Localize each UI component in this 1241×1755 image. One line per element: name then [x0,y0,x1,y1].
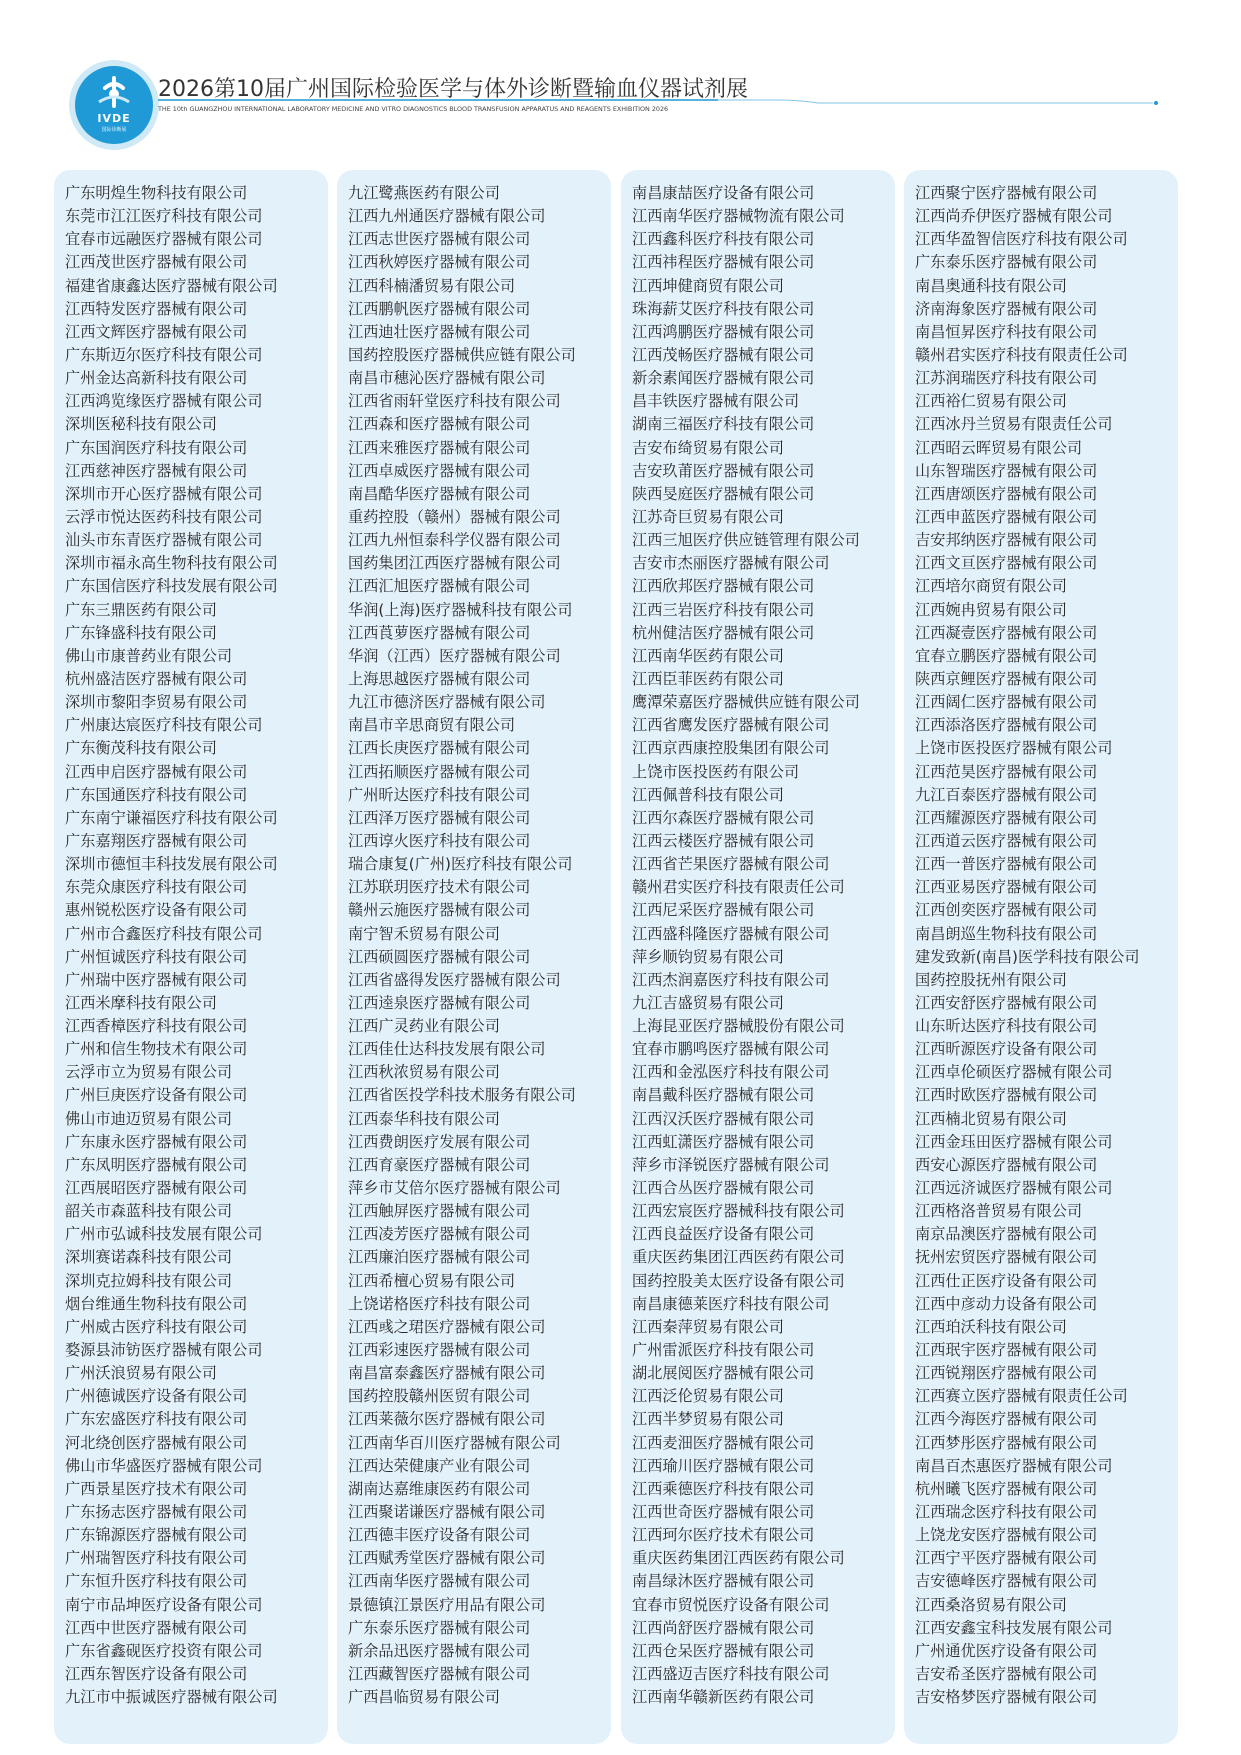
exhibitor-name: 江西中世医疗器械有限公司 [65,1618,248,1637]
exhibitor-name: 吉安布绮贸易有限公司 [632,438,784,457]
exhibitor-name: 江西慈神医疗器械有限公司 [65,461,248,480]
exhibitor-name: 江西希檀心贸易有限公司 [348,1271,516,1290]
exhibitor-name: 南昌戴科医疗器械有限公司 [632,1086,815,1105]
exhibitor-name: 吉安邦纳医疗器械有限公司 [915,531,1098,550]
exhibitor-name: 江西南华赣新医药有限公司 [632,1688,815,1707]
exhibitor-name: 江西良益医疗设备有限公司 [632,1225,815,1244]
exhibitor-name: 南昌市穗沁医疗器械有限公司 [348,369,546,388]
exhibitor-list [65,182,278,1709]
exhibitor-name: 九江市德济医疗器械有限公司 [348,693,546,712]
exhibitor-name: 江西德丰医疗设备有限公司 [348,1526,531,1545]
exhibitor-name: 江西省鹰发医疗器械有限公司 [632,716,830,735]
exhibitor-name: 江西茂世医疗器械有限公司 [65,253,248,272]
exhibitor-name: 广东康永医疗器械有限公司 [65,1132,248,1151]
exhibitor-name: 九江吉盛贸易有限公司 [632,993,784,1012]
exhibitor-name: 南昌富泰鑫医疗器械有限公司 [348,1364,546,1383]
exhibitor-name: 江苏奇巨贸易有限公司 [632,507,784,526]
exhibitor-name: 赣州君实医疗科技有限责任公司 [915,345,1128,364]
exhibitor-name: 广东恒升医疗科技有限公司 [65,1572,248,1591]
exhibitor-name: 上海思越医疗器械有限公司 [348,669,531,688]
exhibitor-name: 国药控股赣州医贸有限公司 [348,1387,531,1406]
exhibitor-name: 江西瑜川医疗器械有限公司 [632,1456,815,1475]
exhibitor-name: 江西省雨轩堂医疗科技有限公司 [348,392,561,411]
exhibitor-name: 江西尚乔伊医疗器械有限公司 [915,207,1113,226]
exhibitor-name: 湖南三福医疗科技有限公司 [632,415,815,434]
exhibitor-name: 江西九州恒泰科学仪器有限公司 [348,531,561,550]
exhibitor-name: 江西阔仁医疗器械有限公司 [915,693,1098,712]
exhibitor-name: 新余素闻医疗器械有限公司 [632,369,815,388]
exhibitor-name: 广州沃浪贸易有限公司 [65,1364,217,1383]
exhibitor-name: 江西虹潇医疗器械有限公司 [632,1132,815,1151]
exhibitor-name: 江西广灵药业有限公司 [348,1017,500,1036]
exhibitor-name: 江西瑞念医疗科技有限公司 [915,1503,1098,1522]
exhibitor-name: 南昌朗巡生物科技有限公司 [915,924,1098,943]
exhibitor-name: 陕西京鲤医疗器械有限公司 [915,669,1098,688]
exhibitor-name: 西安心源医疗器械有限公司 [915,1155,1098,1174]
exhibitor-name: 广州瑞中医疗器械有限公司 [65,970,248,989]
exhibitor-name: 烟台维通生物科技有限公司 [65,1294,248,1313]
exhibitor-name: 湖南达嘉维康医药有限公司 [348,1479,531,1498]
exhibitor-name: 江苏联玥医疗技术有限公司 [348,878,531,897]
exhibitor-name: 山东智瑞医疗器械有限公司 [915,461,1098,480]
exhibitor-name: 广东国通医疗科技有限公司 [65,785,248,804]
exhibitor-name: 江西今海医疗器械有限公司 [915,1410,1098,1429]
exhibitor-column-4 [904,170,1178,1744]
exhibitor-name: 吉安格梦医疗器械有限公司 [915,1688,1098,1707]
exhibitor-name: 江西硕圆医疗器械有限公司 [348,947,531,966]
exhibitor-name: 江西志世医疗器械有限公司 [348,230,531,249]
exhibitor-name: 吉安市杰丽医疗器械有限公司 [632,554,830,573]
exhibitor-name: 江西文辉医疗器械有限公司 [65,322,248,341]
exhibitor-name: 江西华盈智信医疗科技有限公司 [915,230,1128,249]
exhibitor-name: 江西鑫科医疗科技有限公司 [632,230,815,249]
exhibitor-name: 江西京西康控股集团有限公司 [632,739,830,758]
exhibitor-name: 江西世奇医疗器械有限公司 [632,1503,815,1522]
exhibitor-name: 上海昆亚医疗器械股份有限公司 [632,1017,845,1036]
exhibitor-name: 江西祎程医疗器械有限公司 [632,253,815,272]
exhibitor-name: 抚州宏贸医疗器械有限公司 [915,1248,1098,1267]
exhibitor-name: 国药控股美太医疗设备有限公司 [632,1271,845,1290]
exhibitor-name: 广东宏盛医疗科技有限公司 [65,1410,248,1429]
exhibitor-name: 江西文亘医疗器械有限公司 [915,554,1098,573]
exhibitor-name: 吉安德峰医疗器械有限公司 [915,1572,1098,1591]
exhibitor-name: 广东国信医疗科技发展有限公司 [65,577,278,596]
exhibitor-name: 江西云楼医疗器械有限公司 [632,831,815,850]
exhibitor-name: 建发致新(南昌)医学科技有限公司 [915,947,1140,966]
exhibitor-name: 江西拓顺医疗器械有限公司 [348,762,531,781]
exhibitor-name: 江西格洛普贸易有限公司 [915,1202,1083,1221]
exhibitor-name: 江西南华医疗器械有限公司 [348,1572,531,1591]
exhibitor-name: 江西三岩医疗科技有限公司 [632,600,815,619]
exhibitor-name: 江西添洛医疗器械有限公司 [915,716,1098,735]
exhibitor-name: 广东泰乐医疗器械有限公司 [348,1618,531,1637]
exhibitor-name: 东莞众康医疗科技有限公司 [65,878,248,897]
exhibitor-name: 广州威古医疗科技有限公司 [65,1317,248,1336]
exhibitor-name: 广东衡茂科技有限公司 [65,739,217,758]
exhibitor-name: 江西道云医疗器械有限公司 [915,831,1098,850]
exhibitor-name: 福建省康鑫达医疗器械有限公司 [65,276,278,295]
exhibitor-name: 济南海象医疗器械有限公司 [915,299,1098,318]
exhibitor-name: 上饶诺格医疗科技有限公司 [348,1294,531,1313]
exhibitor-name: 广东南宁谦福医疗科技有限公司 [65,808,278,827]
exhibitor-name: 云浮市悦达医药科技有限公司 [65,507,263,526]
exhibitor-name: 宜春立鹏医疗器械有限公司 [915,646,1098,665]
exhibitor-name: 韶关市森蓝科技有限公司 [65,1202,233,1221]
exhibitor-name: 广东锦源医疗器械有限公司 [65,1526,248,1545]
exhibitor-name: 惠州锐松医疗设备有限公司 [65,901,248,920]
exhibitor-name: 南昌康喆医疗设备有限公司 [632,184,815,202]
exhibitor-name: 江西培尔商贸有限公司 [915,577,1067,596]
exhibitor-name: 江西香樟医疗科技有限公司 [65,1017,248,1036]
exhibitor-list [915,182,1139,1709]
exhibitor-name: 吉安希圣医疗器械有限公司 [915,1665,1098,1683]
exhibitor-name: 广州金达高新科技有限公司 [65,369,248,388]
exhibitor-name: 重庆医药集团江西医药有限公司 [632,1549,845,1568]
exhibitor-name: 江西一普医疗器械有限公司 [915,855,1098,874]
exhibitor-name: 昌丰铁医疗器械有限公司 [632,392,800,411]
exhibitor-name: 江西达荣健康产业有限公司 [348,1456,531,1475]
exhibitor-name: 江西茂畅医疗器械有限公司 [632,345,815,364]
exhibitor-name: 江苏润瑞医疗科技有限公司 [915,369,1098,388]
exhibitor-name: 江西科楠潘贸易有限公司 [348,276,516,295]
exhibitor-column-2 [337,170,611,1744]
exhibitor-name: 河北绕创医疗器械有限公司 [65,1433,248,1452]
exhibitor-name: 杭州盛洁医疗器械有限公司 [65,669,248,688]
exhibitor-name: 南昌恒昇医疗科技有限公司 [915,322,1098,341]
exhibitor-name: 广东嘉翔医疗器械有限公司 [65,831,248,850]
exhibitor-name: 广东明煌生物科技有限公司 [65,184,248,202]
exhibitor-name: 江西育豪医疗器械有限公司 [348,1155,531,1174]
exhibitor-name: 珠海薪艾医疗科技有限公司 [632,299,815,318]
exhibitor-name: 江西乘德医疗科技有限公司 [632,1479,815,1498]
exhibitor-name: 江西欣邦医疗器械有限公司 [632,577,815,596]
exhibitor-name: 广东斯迈尔医疗科技有限公司 [65,345,263,364]
exhibitor-name: 江西宁平医疗器械有限公司 [915,1549,1098,1568]
exhibitor-name: 江西聚诺谦医疗器械有限公司 [348,1503,546,1522]
exhibitor-name: 江西创奕医疗器械有限公司 [915,901,1098,920]
exhibitor-name: 江西长庚医疗器械有限公司 [348,739,531,758]
exhibitor-name: 南昌绿沐医疗器械有限公司 [632,1572,815,1591]
exhibitor-name: 广州昕达医疗科技有限公司 [348,785,531,804]
exhibitor-name: 广东三鼎医药有限公司 [65,600,217,619]
exhibitor-name: 萍乡顺钧贸易有限公司 [632,947,784,966]
exhibitor-name: 宜春市贸悦医疗设备有限公司 [632,1595,830,1614]
exhibitor-name: 广东锋盛科技有限公司 [65,623,217,642]
exhibitor-name: 江西汉沃医疗器械有限公司 [632,1109,815,1128]
exhibitor-name: 江西廉泊医疗器械有限公司 [348,1248,531,1267]
exhibitor-name: 江西莨萝医疗器械有限公司 [348,623,531,642]
page-subtitle: THE 10th GUANGZHOU INTERNATIONAL LABORATORY MEDICINE AND VITRO DIAGNOSTICS BLOOD TRANSFUSION APPARATUS AND REAGENTS EXHIBITION 2026 [158,105,669,113]
exhibitor-name: 国药控股抚州有限公司 [915,970,1067,989]
exhibitor-name: 江西楠北贸易有限公司 [915,1109,1067,1128]
exhibitor-name: 江西亚易医疗器械有限公司 [915,878,1098,897]
exhibitor-name: 江西彧之珺医疗器械有限公司 [348,1317,546,1336]
exhibitor-column-3 [621,170,895,1744]
exhibitor-name: 江西赋秀堂医疗器械有限公司 [348,1549,546,1568]
exhibitor-name: 深圳市福永高生物科技有限公司 [65,554,278,573]
exhibitor-name: 江西秋婷医疗器械有限公司 [348,253,531,272]
exhibitor-name: 广州恒诚医疗科技有限公司 [65,947,248,966]
exhibitor-name: 江西展昭医疗器械有限公司 [65,1179,248,1198]
exhibitor-name: 上饶市医投医疗器械有限公司 [915,739,1113,758]
exhibitor-name: 江西申启医疗器械有限公司 [65,762,248,781]
exhibitor-name: 江西桑洛贸易有限公司 [915,1595,1067,1614]
exhibitor-name: 广州雷派医疗科技有限公司 [632,1341,815,1360]
exhibitor-name: 萍乡市泽锐医疗器械有限公司 [632,1155,830,1174]
exhibitor-name: 佛山市康普药业有限公司 [65,646,233,665]
exhibitor-name: 江西谆火医疗科技有限公司 [348,831,531,850]
exhibitor-name: 南昌百杰惠医疗器械有限公司 [915,1456,1113,1475]
exhibitor-name: 广西昌临贸易有限公司 [348,1688,500,1707]
exhibitor-name: 江西臣菲医药有限公司 [632,669,784,688]
exhibitor-name: 江西省医投学科技术服务有限公司 [348,1086,576,1105]
exhibitor-name: 佛山市迪迈贸易有限公司 [65,1109,233,1128]
exhibitor-name: 江西聚宁医疗器械有限公司 [915,184,1098,202]
exhibitor-name: 九江鹭燕医药有限公司 [348,184,500,202]
exhibitor-name: 广州市弘诚科技发展有限公司 [65,1225,263,1244]
exhibitor-name: 江西南华医疗器械物流有限公司 [632,207,845,226]
exhibitor-name: 江西鹏帆医疗器械有限公司 [348,299,531,318]
exhibitor-name: 江西赛立医疗器械有限责任公司 [915,1387,1128,1406]
exhibitor-name: 吉安玖莆医疗器械有限公司 [632,461,815,480]
exhibitor-name: 广州巨庚医疗设备有限公司 [65,1086,248,1105]
exhibitor-name: 江西尚舒医疗器械有限公司 [632,1618,815,1637]
exhibitor-name: 江西珀沃科技有限公司 [915,1317,1067,1336]
exhibitor-name: 江西米摩科技有限公司 [65,993,217,1012]
exhibitor-name: 九江百泰医疗器械有限公司 [915,785,1098,804]
exhibitor-name: 广东扬志医疗器械有限公司 [65,1503,248,1522]
exhibitor-name: 国药集团江西医疗器械有限公司 [348,554,561,573]
exhibitor-name: 江西省盛得发医疗器械有限公司 [348,970,561,989]
exhibitor-name: 江西合丛医疗器械有限公司 [632,1179,815,1198]
exhibitor-name: 赣州云施医疗器械有限公司 [348,901,531,920]
exhibitor-name: 江西森和医疗器械有限公司 [348,415,531,434]
exhibitor-name: 九江市中振诚医疗器械有限公司 [65,1688,278,1707]
exhibitor-name: 江西佩普科技有限公司 [632,785,784,804]
exhibition-logo [75,66,153,144]
exhibitor-column-1 [54,170,328,1744]
exhibitor-name: 江西仕正医疗设备有限公司 [915,1271,1098,1290]
exhibitor-name: 江西特发医疗器械有限公司 [65,299,248,318]
exhibitor-name: 江西冰丹兰贸易有限责任公司 [915,415,1113,434]
exhibitor-name: 江西泛伦贸易有限公司 [632,1387,784,1406]
exhibitor-name: 江西和金泓医疗科技有限公司 [632,1063,830,1082]
exhibitor-name: 江西鸿览缘医疗器械有限公司 [65,392,263,411]
exhibitor-name: 江西珉宇医疗器械有限公司 [915,1341,1098,1360]
exhibitor-name: 江西中彦动力设备有限公司 [915,1294,1098,1313]
exhibitor-name: 广州瑞智医疗科技有限公司 [65,1549,248,1568]
exhibitor-name: 南京品澳医疗器械有限公司 [915,1225,1098,1244]
exhibitor-name: 深圳赛诺森科技有限公司 [65,1248,233,1267]
exhibitor-name: 江西卓威医疗器械有限公司 [348,461,531,480]
exhibitor-name: 江西藏智医疗器械有限公司 [348,1665,531,1683]
exhibitor-name: 江西三旭医疗供应链管理有限公司 [632,531,860,550]
exhibitor-name: 广东国润医疗科技有限公司 [65,438,248,457]
exhibitor-name: 江西九州通医疗器械有限公司 [348,207,546,226]
exhibitor-name: 华润（江西）医疗器械有限公司 [348,646,561,665]
exhibitor-name: 江西泽万医疗器械有限公司 [348,808,531,827]
exhibitor-name: 江西迪壮医疗器械有限公司 [348,322,531,341]
exhibitor-name: 江西南华百川医疗器械有限公司 [348,1433,561,1452]
exhibitor-name: 江西逵泉医疗器械有限公司 [348,993,531,1012]
exhibitor-name: 南宁智禾贸易有限公司 [348,924,500,943]
exhibitor-list [348,182,576,1709]
exhibitor-name: 广州和信生物技术有限公司 [65,1040,248,1059]
exhibitor-name: 广州市合鑫医疗科技有限公司 [65,924,263,943]
exhibitor-name: 江西凝壹医疗器械有限公司 [915,623,1098,642]
exhibitor-name: 南宁市品坤医疗设备有限公司 [65,1595,263,1614]
exhibitor-name: 江西省芒果医疗器械有限公司 [632,855,830,874]
exhibitor-name: 汕头市东青医疗器械有限公司 [65,531,263,550]
exhibitor-name: 江西尔森医疗器械有限公司 [632,808,815,827]
exhibitor-name: 江西安鑫宝科技发展有限公司 [915,1618,1113,1637]
exhibitor-name: 国药控股医疗器械供应链有限公司 [348,345,576,364]
exhibitor-name: 杭州健洁医疗器械有限公司 [632,623,815,642]
exhibitor-name: 广东凤明医疗器械有限公司 [65,1155,248,1174]
exhibitor-name: 江西时欧医疗器械有限公司 [915,1086,1098,1105]
exhibitor-name: 江西触屏医疗器械有限公司 [348,1202,531,1221]
exhibitor-list [632,182,860,1709]
exhibitor-name: 江西唐颂医疗器械有限公司 [915,484,1098,503]
exhibitor-name: 深圳市德恒丰科技发展有限公司 [65,855,278,874]
exhibitor-name: 景德镇江景医疗用品有限公司 [348,1595,546,1614]
exhibitor-name: 深圳医秘科技有限公司 [65,415,217,434]
exhibitor-name: 江西婉冉贸易有限公司 [915,600,1067,619]
exhibitor-name: 萍乡市艾倍尔医疗器械有限公司 [348,1179,561,1198]
exhibitor-name: 江西麦沺医疗器械有限公司 [632,1433,815,1452]
exhibitor-name: 江西坤健商贸有限公司 [632,276,784,295]
exhibitor-name: 江西费朗医疗发展有限公司 [348,1132,531,1151]
page-header [0,0,1241,160]
exhibitor-name: 江西昭云晖贸易有限公司 [915,438,1083,457]
exhibitor-name: 上饶龙安医疗器械有限公司 [915,1526,1098,1545]
exhibitor-name: 江西彩速医疗器械有限公司 [348,1341,531,1360]
exhibitor-name: 江西半梦贸易有限公司 [632,1410,784,1429]
logo-subtext: 国际诊断展 [101,127,127,133]
exhibitor-name: 南昌康德莱医疗科技有限公司 [632,1294,830,1313]
exhibitor-name: 东莞市江江医疗科技有限公司 [65,207,263,226]
exhibitor-name: 婺源县沛钫医疗器械有限公司 [65,1341,263,1360]
exhibitor-name: 杭州曦飞医疗器械有限公司 [915,1479,1098,1498]
exhibitor-name: 广州康达宸医疗科技有限公司 [65,716,263,735]
exhibitor-name: 上饶市医投医药有限公司 [632,762,800,781]
exhibitor-name: 江西珂尔医疗技术有限公司 [632,1526,815,1545]
exhibitor-name: 江西泰华科技有限公司 [348,1109,500,1128]
exhibitor-name: 广州德诚医疗设备有限公司 [65,1387,248,1406]
exhibitor-name: 宜春市鹏鸣医疗器械有限公司 [632,1040,830,1059]
exhibitor-name: 广东泰乐医疗器械有限公司 [915,253,1098,272]
exhibitor-name: 新余品迅医疗器械有限公司 [348,1641,531,1660]
exhibitor-name: 深圳市黎阳李贸易有限公司 [65,693,248,712]
exhibitor-name: 重庆医药集团江西医药有限公司 [632,1248,845,1267]
exhibitor-name: 江西范昊医疗器械有限公司 [915,762,1098,781]
exhibitor-name: 江西杰润嘉医疗科技有限公司 [632,970,830,989]
exhibitor-name: 江西安舒医疗器械有限公司 [915,993,1098,1012]
exhibitor-name: 江西凌芳医疗器械有限公司 [348,1225,531,1244]
exhibitor-name: 江西汇旭医疗器械有限公司 [348,577,531,596]
exhibitor-name: 瑞合康复(广州)医疗科技有限公司 [348,855,573,874]
exhibitor-name: 江西莱薇尔医疗器械有限公司 [348,1410,546,1429]
exhibitor-name: 云浮市立为贸易有限公司 [65,1063,233,1082]
exhibitor-name: 南昌酷华医疗器械有限公司 [348,484,531,503]
exhibitor-name: 江西秦萍贸易有限公司 [632,1317,784,1336]
exhibitor-name: 江西佳仕达科技发展有限公司 [348,1040,546,1059]
exhibitor-name: 江西卓伦硕医疗器械有限公司 [915,1063,1113,1082]
exhibitor-name: 山东昕达医疗科技有限公司 [915,1017,1098,1036]
exhibitor-name: 江西南华医药有限公司 [632,646,784,665]
exhibitor-name: 江西盛迈吉医疗科技有限公司 [632,1665,830,1683]
exhibitor-name: 深圳克拉姆科技有限公司 [65,1271,233,1290]
exhibitor-name: 湖北展阅医疗器械有限公司 [632,1364,815,1383]
exhibitor-name: 江西仓呆医疗器械有限公司 [632,1641,815,1660]
exhibitor-name: 陕西旻庭医疗器械有限公司 [632,484,815,503]
page-title: 2026第10届广州国际检验医学与体外诊断暨输血仪器试剂展 [158,77,748,102]
exhibitor-name: 江西盛科隆医疗器械有限公司 [632,924,830,943]
exhibitor-name: 江西金珏田医疗器械有限公司 [915,1132,1113,1151]
exhibitor-name: 江西东智医疗设备有限公司 [65,1665,248,1683]
exhibitor-name: 佛山市华盛医疗器械有限公司 [65,1456,263,1475]
exhibitor-name: 江西来雅医疗器械有限公司 [348,438,531,457]
exhibitor-name: 鹰潭荣嘉医疗器械供应链有限公司 [632,693,860,712]
exhibitor-name: 江西秋浓贸易有限公司 [348,1063,500,1082]
exhibitor-name: 江西远济诚医疗器械有限公司 [915,1179,1113,1198]
exhibitor-name: 江西申蓝医疗器械有限公司 [915,507,1098,526]
title-underline [158,97,1161,105]
exhibitor-name: 广西景星医疗技术有限公司 [65,1479,248,1498]
exhibitor-name: 江西昕源医疗设备有限公司 [915,1040,1098,1059]
exhibitor-name: 江西尼采医疗器械有限公司 [632,901,815,920]
exhibitor-name: 赣州君实医疗科技有限责任公司 [632,878,845,897]
exhibitor-name: 江西耀源医疗器械有限公司 [915,808,1098,827]
exhibitor-name: 华润(上海)医疗器械科技有限公司 [348,600,573,619]
exhibitor-name: 南昌市辛思商贸有限公司 [348,716,516,735]
exhibitor-name: 广东省鑫砚医疗投资有限公司 [65,1641,263,1660]
exhibitor-name: 江西鸿鹏医疗器械有限公司 [632,322,815,341]
exhibitor-name: 江西宏宸医疗器械科技有限公司 [632,1202,845,1221]
logo-text: IVDE [97,112,131,125]
exhibitor-name: 南昌奥通科技有限公司 [915,276,1067,295]
exhibitor-name: 宜春市远融医疗器械有限公司 [65,230,263,249]
exhibitor-name: 深圳市开心医疗器械有限公司 [65,484,263,503]
exhibitor-name: 江西锐翔医疗器械有限公司 [915,1364,1098,1383]
exhibitor-name: 广州通优医疗设备有限公司 [915,1641,1098,1660]
exhibitor-name: 重药控股（赣州）器械有限公司 [348,507,561,526]
exhibitor-name: 江西裕仁贸易有限公司 [915,392,1067,411]
exhibitor-name: 江西梦彤医疗器械有限公司 [915,1433,1098,1452]
